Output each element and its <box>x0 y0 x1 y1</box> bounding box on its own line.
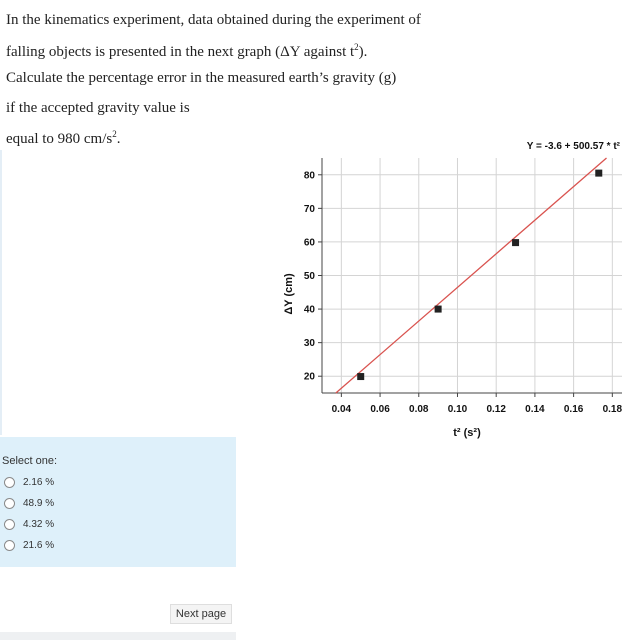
answer-option-a[interactable] <box>4 473 54 491</box>
left-panel-strip <box>0 150 2 435</box>
chart-equation-title: Y = -3.6 + 500.57 * t² <box>526 141 620 152</box>
chart-x-axis-label: t² (s²) <box>453 427 481 439</box>
answer-option-label: 21.6 % <box>23 539 55 551</box>
chart-data-point <box>512 239 519 246</box>
chart-data-point <box>357 373 364 380</box>
y-tick-label: 40 <box>303 304 315 316</box>
x-tick-label: 0.08 <box>409 404 429 415</box>
answer-option-d[interactable] <box>4 536 54 554</box>
chart-data-point <box>435 306 442 313</box>
y-tick-label: 20 <box>303 371 315 383</box>
radio-button-icon[interactable] <box>4 477 15 488</box>
answer-panel <box>0 437 236 567</box>
answer-option-label: 4.32 % <box>23 518 55 530</box>
select-one-label: Select one: <box>2 455 58 467</box>
x-tick-label: 0.14 <box>525 404 545 415</box>
y-tick-label: 80 <box>303 170 315 182</box>
radio-button-icon[interactable] <box>4 498 15 509</box>
x-tick-label: 0.18 <box>602 404 623 415</box>
next-page-button[interactable]: Next page <box>170 604 232 624</box>
x-tick-label: 0.04 <box>331 404 352 415</box>
question-line-2: falling objects is presented in the next graph (ΔY against $t^2$). <box>6 42 368 60</box>
x-tick-label: 0.16 <box>563 404 584 415</box>
chart-ticks <box>304 170 623 415</box>
x-tick-label: 0.12 <box>486 404 506 415</box>
answer-option-label: 2.16 % <box>23 476 55 488</box>
chart-data-point <box>595 170 602 177</box>
chart-points <box>357 170 602 380</box>
y-tick-label: 70 <box>303 203 315 215</box>
question-line-4: if the accepted gravity value is <box>6 100 190 116</box>
answer-option-b[interactable] <box>4 494 54 512</box>
y-tick-label: 30 <box>303 338 315 350</box>
question-line-1: In the kinematics experiment, data obtained during the experiment of <box>6 12 421 28</box>
x-tick-label: 0.10 <box>447 404 468 415</box>
question-line-3: Calculate the percentage error in the measured earth’s gravity (g) <box>6 70 397 86</box>
radio-button-icon[interactable] <box>4 519 15 530</box>
question-line-5: equal to 980 $cm/s^2$. <box>6 129 121 147</box>
answer-option-c[interactable] <box>4 515 54 533</box>
radio-button-icon[interactable] <box>4 540 15 551</box>
x-tick-label: 0.06 <box>370 404 390 415</box>
bottom-bar <box>0 632 236 640</box>
chart-y-axis-label: ΔY (cm) <box>283 273 295 315</box>
y-tick-label: 50 <box>303 271 315 282</box>
y-tick-label: 60 <box>303 237 315 249</box>
answer-option-label: 48.9 % <box>23 497 55 509</box>
